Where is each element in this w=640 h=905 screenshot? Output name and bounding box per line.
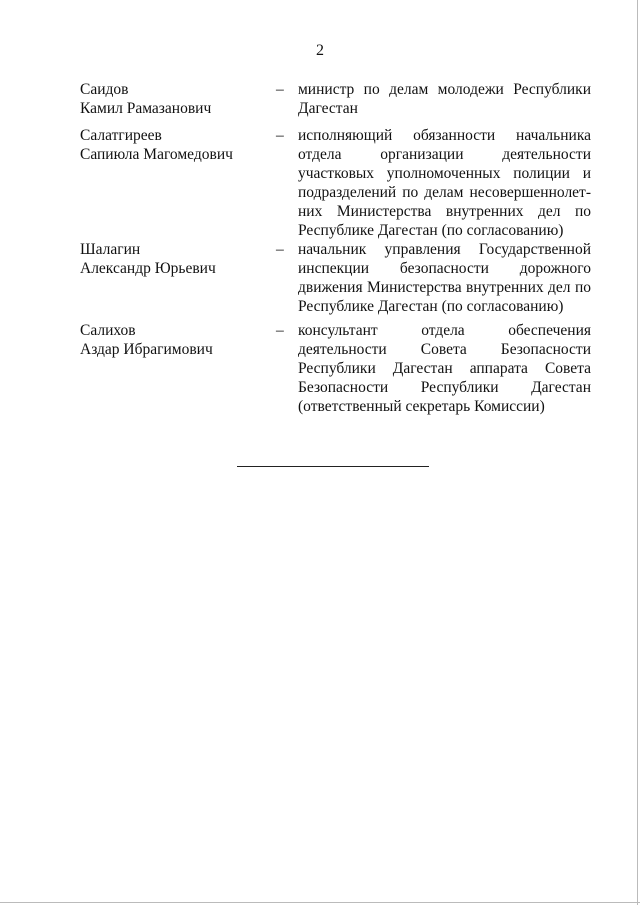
dash-separator: – [276, 81, 284, 98]
dash-separator: – [276, 127, 284, 144]
role-line: исполняющий обязанности начальника [298, 127, 591, 144]
role-line: них Министерства внутренних дел по [298, 203, 591, 220]
dash-separator: – [276, 241, 284, 258]
member-given-names: Камил Рамазанович [80, 100, 212, 117]
member-surname: Салихов [80, 322, 136, 339]
role-line: министр по делам молодежи Республики [298, 81, 591, 98]
role-line: отдела организации деятельности [298, 146, 591, 163]
member-role [298, 240, 591, 316]
member-name [80, 80, 270, 118]
member-given-names: Сапиюла Магомедович [80, 146, 233, 163]
role-line: консультант отдела обеспечения [298, 322, 591, 339]
role-line: Безопасности Республики Дагестан [298, 379, 591, 396]
page-number: 2 [316, 42, 324, 59]
role-line: Республики Дагестан аппарата Совета [298, 360, 591, 377]
scan-edge [0, 902, 640, 903]
role-line: подразделений по делам несовершеннолет- [298, 184, 591, 201]
member-name [80, 126, 270, 164]
dash-separator: – [276, 322, 284, 339]
member-given-names: Аздар Ибрагимович [80, 341, 213, 358]
member-given-names: Александр Юрьевич [80, 260, 216, 277]
member-role [298, 80, 591, 118]
closing-rule [237, 466, 429, 467]
role-line: участковых уполномоченных полиции и [298, 165, 591, 182]
member-name [80, 321, 270, 359]
member-surname: Саидов [80, 81, 129, 98]
role-line: Дагестан [298, 100, 358, 117]
role-line: начальник управления Государственной [298, 241, 591, 258]
role-line: деятельности Совета Безопасности [298, 341, 591, 358]
role-line: движения Министерства внутренних дел по [298, 279, 591, 296]
member-role [298, 126, 591, 240]
role-line: инспекции безопасности дорожного [298, 260, 591, 277]
role-line: Республике Дагестан (по согласованию) [298, 222, 564, 239]
member-role [298, 321, 591, 416]
member-surname: Салатгиреев [80, 127, 162, 144]
role-line: (ответственный секретарь Комиссии) [298, 398, 545, 415]
member-surname: Шалагин [80, 241, 141, 258]
role-line: Республике Дагестан (по согласованию) [298, 298, 564, 315]
member-name [80, 240, 270, 278]
scan-edge [637, 0, 638, 905]
